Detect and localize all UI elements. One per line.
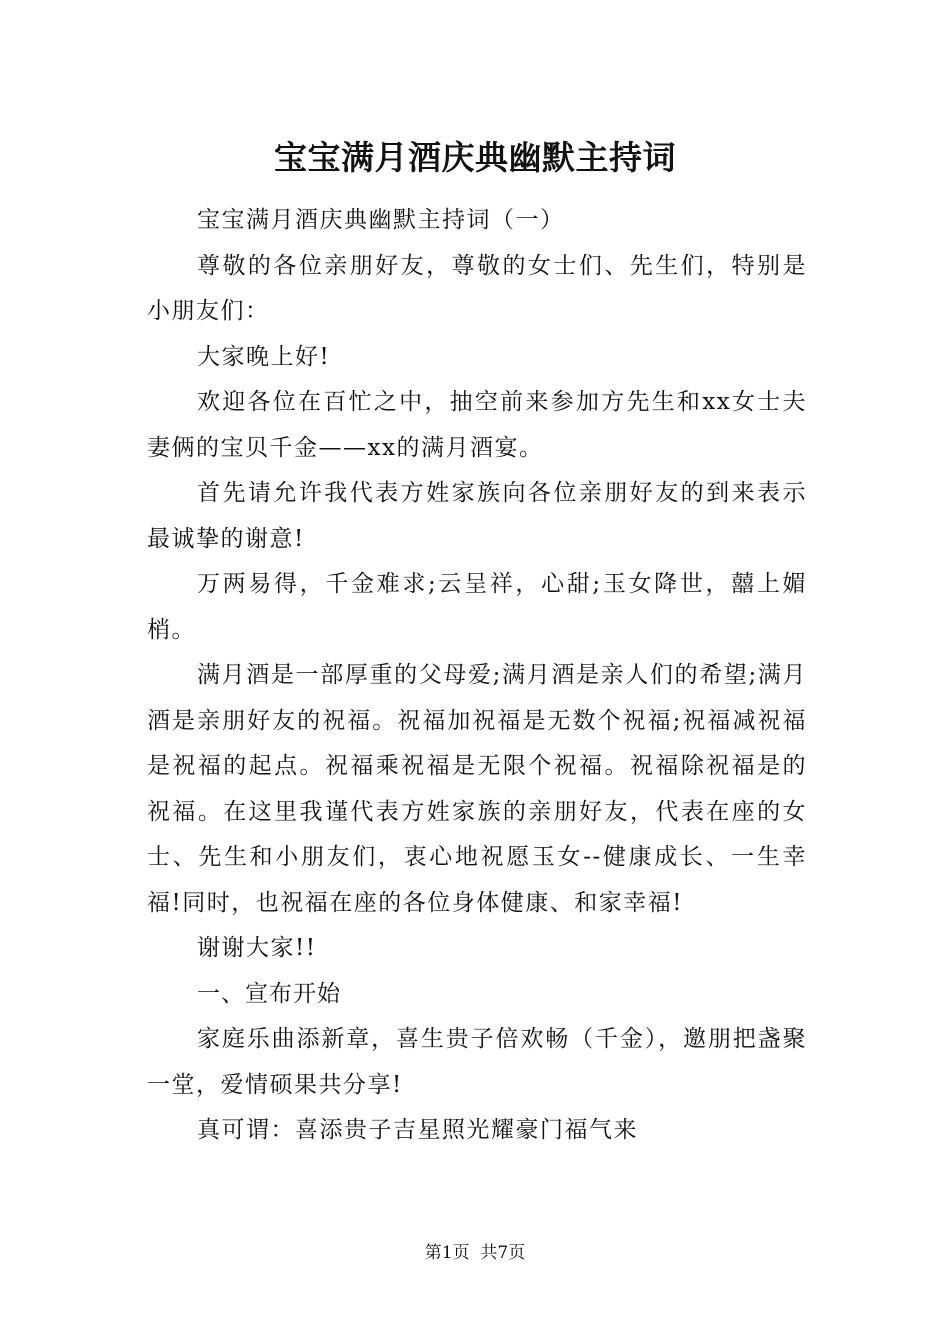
paragraph-section-verse: 真可谓：喜添贵子吉星照光耀豪门福气来 (197, 1117, 638, 1143)
paragraph-verse: 万两易得，千金难求;云呈祥，心甜;玉女降世，囍上媚梢。 (147, 571, 807, 643)
section-heading: 一、宣布开始 (197, 980, 341, 1007)
paragraph-section-opening: 家庭乐曲添新章，喜生贵子倍欢畅（千金），邀朋把盏聚一堂，爱情硕果共分享! (147, 1026, 807, 1098)
document-body (147, 198, 807, 1154)
paragraph-subtitle: 宝宝满月酒庆典幽默主持词（一） (197, 207, 565, 233)
page-footer (0, 1241, 950, 1265)
paragraph-blessings: 满月酒是一部厚重的父母爱;满月酒是亲人们的希望;满月酒是亲朋好友的祝福。祝福加祝福是无数个祝福;祝福减祝福是祝福的起点。祝福乘祝福是无限个祝福。祝福除祝福是的祝福。在这里我谨代表方姓家族的亲朋好友，代表在座的女士、先生和小朋友们，衷心地祝愿玉女--健康成长、一生幸福!同时，也祝福在座的各位身体健康、和家幸福! (147, 662, 807, 916)
paragraph-greeting-audience: 尊敬的各位亲朋好友，尊敬的女士们、先生们，特别是小朋友们： (147, 252, 807, 324)
page-total: 共7页 (480, 1243, 526, 1263)
paragraph-welcome: 欢迎各位在百忙之中，抽空前来参加方先生和xx女士夫妻俩的宝贝千金——xx的满月酒宴。 (147, 389, 807, 461)
paragraph-thank-you: 谢谢大家!! (197, 935, 317, 961)
page-number: 第1页 (424, 1243, 470, 1263)
document-title: 宝宝满月酒庆典幽默主持词 (274, 138, 676, 177)
paragraph-thanks: 首先请允许我代表方姓家族向各位亲朋好友的到来表示最诚挚的谢意! (147, 480, 807, 552)
paragraph-good-evening: 大家晚上好! (197, 343, 331, 370)
